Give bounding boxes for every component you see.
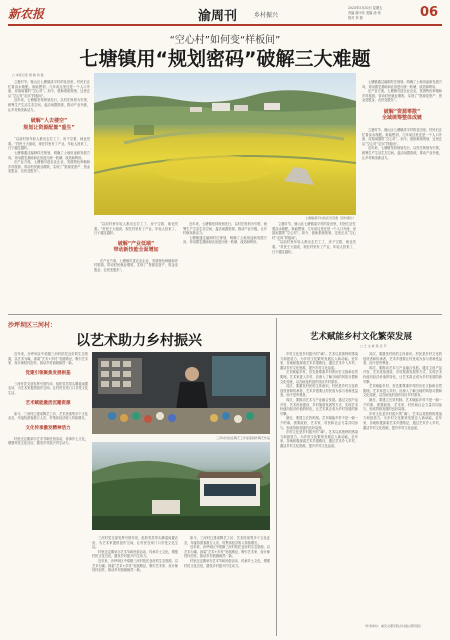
lower-left-paragraph: 村里还定期举办艺术节和民俗活动，传承乡土文化，增强村民文化自信，激发乡村振兴内生动力。 — [92, 549, 178, 559]
lead-text-bottom-3 — [272, 222, 356, 310]
lower-right-paragraph: 最后，要建立长效机制。艺术赋能乡村不是一朝一夕的事，需要政府、艺术家、村民和社会力量共同参与，形成持续发展的良好局面。 — [363, 397, 442, 412]
lead-photo-caption: 七塘镇清平村的花田景观（资料图片） — [304, 216, 356, 220]
lead-paragraph: 立夏时节，璧山区七塘镇清平村的花田里，村民们正忙着浇水施肥。谁能想到，几年前这里还是一个人口外流、房屋闲置的“空心村”。如今，借助系统规划，这里正从“空心村”走向“样板间”。 — [272, 222, 356, 240]
lead-paragraph: 立夏时节，璧山区七塘镇清平村的花田里，村民们正忙着浇水施肥。谁能想到，几年前这里还是一个人口外流、房屋闲置的“空心村”。如今，借助系统规划，这里正从“空心村”走向“样板间”。 — [362, 127, 442, 146]
date-line-1: 2025年5月30日 星期五 — [348, 6, 383, 10]
date-line-3: 校对 李 燕 — [348, 16, 363, 20]
section-subtitle: 乡村振兴 — [254, 12, 279, 19]
lead-paragraph: “以前村里年轻人都出去打工了，房子空着，地也荒着。”村民王大姐说，现在村里有了产业，年轻人回来了，日子越过越好。 — [272, 240, 356, 254]
lead-paragraph: 七塘镇通过编制村庄规划，明确了土地用途和发展方向，对闲置宅基地和农房进行统一收储、改造和利用。 — [183, 235, 267, 245]
lower-left-subhead-1: 党建引领聚焦发展根基 — [25, 370, 71, 376]
lead-paragraph: “以前村里年轻人都出去打工了，房子空着，地也荒着。”村民王大姐说，现在村里有了产业，年轻人回来了，日子越过越好。 — [94, 222, 178, 236]
lower-left-paragraph: 三河村党支部发挥引领作用，组织党员带头腾退闲置农房，为艺术家提供创作空间，让村民在家门口享受文化生活。 — [92, 536, 178, 550]
lower-left-paragraph: 近年来，沙坪坝区中梁镇三河村依托良好的生态资源，以艺术为媒，探索“艺术+乡村”发展路径，吸引艺术家、设计师驻村创作，推动乡村面貌焕然一新。 — [92, 558, 178, 573]
lower-right-paragraph: 再次，要推动艺术与产业融合发展。通过文创产品开发、艺术民宿建设、乡村旅游发展等方式，实现艺术价值向经济价值的转化，让艺术真正成为乡村发展的新引擎。 — [280, 397, 358, 416]
lower-left-paragraph: 村里还定期举办艺术节和民俗活动，传承乡土文化，增强村民文化自信，激发乡村振兴内生动力。 — [8, 436, 88, 446]
lower-left-photo-village — [92, 442, 270, 530]
lower-right-paragraph: 乡村文化是乡村振兴的“魂”。艺术以其独特的感染力和创造力，为乡村文化繁荣发展注入新动能。近年来，各地积极探索艺术乡建路径，通过艺术介入乡村，激活乡村文化资源，提升乡村文化品质。 — [280, 352, 358, 370]
lower-right-text-col-1 — [280, 352, 358, 634]
section-divider — [8, 314, 442, 315]
lower-right-paragraph: 再次，要推动艺术与产业融合发展。通过文创产品开发、艺术民宿建设、乡村旅游发展等方式，实现艺术价值向经济价值的转化，让艺术真正成为乡村发展的新引擎。 — [363, 365, 442, 384]
lead-paragraph: 七塘镇通过编制村庄规划，明确了土地用途和发展方向，对闲置宅基地和农房进行统一收储、改造和利用。 — [8, 150, 90, 160]
farmland-illustration — [94, 73, 356, 215]
lead-paragraph: 近年来，七塘镇坚持规划先行，以村庄规划为引领，统筹生产生活生态空间，盘活闲置资源，推动产业升级，让乡村焕发新活力。 — [183, 222, 267, 236]
lead-paragraph: 在产业方面，七塘镇引进农业企业，发展特色种植和乡村旅游，带动村民就业增收，实现了“资源变资产、资金变股金、农民变股东”。 — [94, 258, 178, 272]
column-divider — [276, 318, 277, 636]
lower-right-paragraph: 艺术赋能乡村，首先要尊重乡村的历史文脉和自然肌理。艺术家进入乡村，应深入了解当地的风俗习惯和文化传统，以在地化的创作回应乡村需求。 — [280, 370, 358, 384]
lead-photo-flower-field — [94, 73, 356, 215]
lower-right-paragraph: 其次，要激发村民的主体意识。村民是乡村文化的创造者和传承者，艺术乡建要让村民成为参与者和受益者，而不是旁观者。 — [280, 384, 358, 398]
lead-paragraph: 在产业方面，七塘镇引进农业企业，发展特色种植和乡村旅游，带动村民就业增收，实现了“资源变资产、资金变股金、农民变股东”。 — [8, 160, 90, 174]
lead-text-left — [8, 80, 90, 310]
lower-left-text-under-photo-1 — [92, 536, 178, 634]
lower-left-tag: 沙坪坝区三河村： — [8, 322, 57, 329]
lower-left-paragraph: 村里还定期举办艺术节和民俗活动，传承乡土文化，增强村民文化自信，激发乡村振兴内生动力。 — [184, 558, 270, 568]
lead-text-bottom-2 — [183, 222, 267, 310]
lead-headline: 七塘镇用“规划密码”破解三大难题 — [79, 48, 371, 70]
lower-left-subhead-2: 艺术赋能激活沉睡资源 — [25, 400, 71, 406]
lower-left-text-under-photo-2 — [184, 536, 270, 634]
lower-right-paragraph: 乡村文化是乡村振兴的“魂”。艺术以其独特的感染力和创造力，为乡村文化繁荣发展注入新动能。近年来，各地积极探索艺术乡建路径，通过艺术介入乡村，激活乡村文化资源，提升乡村文化品质。 — [280, 430, 358, 448]
lower-right-paragraph: 最后，要建立长效机制。艺术赋能乡村不是一朝一夕的事，需要政府、艺术家、村民和社会力量共同参与，形成持续发展的良好局面。 — [280, 416, 358, 430]
lower-left-subhead-3: 文化传承激发精神活力 — [25, 425, 71, 431]
lower-left-headline: 以艺术助力乡村振兴 — [76, 333, 202, 349]
lead-subhead-1: 破解“人去楼空” 规划让资源配置“重生” — [23, 118, 75, 131]
lower-right-paragraph: 其次，要激发村民的主体意识。村民是乡村文化的创造者和传承者，艺术乡建要让村民成为参与者和受益者，而不是旁观者。 — [363, 352, 442, 366]
masthead-rule — [8, 24, 442, 26]
lower-right-text-col-2 — [363, 352, 442, 622]
lower-right-paragraph: 艺术赋能乡村，首先要尊重乡村的历史文脉和自然肌理。艺术家进入乡村，应深入了解当地的风俗习惯和文化传统，以在地化的创作回应乡村需求。 — [363, 384, 442, 398]
lower-left-paragraph: 如今，三河村已建成陶艺工坊、艺术民宿等多个文化业态，年接待游客数万人次，村集体经济收入持续增长。 — [184, 536, 270, 545]
lower-right-byline: □ 王 文 彬 易 克 平 — [360, 344, 387, 348]
lower-left-paragraph: 如今，三河村已建成陶艺工坊、艺术民宿等多个文化业态，年接待游客数万人次，村集体经济收入持续增长。 — [8, 411, 88, 421]
village-building-illustration — [92, 442, 270, 530]
lower-right-footer: （作者单位：重庆文理学院乡村振兴研究院） — [363, 624, 424, 628]
lead-paragraph: 近年来，七塘镇坚持规划先行，以村庄规划为引领，统筹生产生活生态空间，盘活闲置资源，推动产业升级，让乡村焕发新活力。 — [362, 146, 442, 160]
lead-byline: □ 本报记者 胡 敏 刘 春 — [12, 73, 44, 77]
masthead — [8, 5, 442, 23]
lead-paragraph: “以前村里年轻人都出去打工了，房子空着，地也荒着。”村民王大姐说，现在村里有了产业，年轻人回来了，日子越过越好。 — [8, 137, 90, 151]
lead-kicker: “空心村”如何变“样板间” — [169, 35, 281, 46]
lower-left-photo-pottery — [92, 352, 270, 434]
date-line-2: 责编 谢小东 美编 汤 荣 — [348, 11, 381, 15]
lead-paragraph: 立夏时节，璧山区七塘镇清平村的花田里，村民们正忙着浇水施肥。谁能想到，几年前这里还是一个人口外流、房屋闲置的“空心村”。如今，借助系统规划，这里正从“空心村”走向“样板间”。 — [8, 80, 90, 98]
section-title: 渝周刊 — [198, 9, 238, 24]
lead-text-bottom-1 — [94, 222, 178, 310]
pottery-studio-illustration — [92, 352, 270, 434]
newspaper-logo: 新农报 — [8, 7, 45, 21]
lower-left-text-col — [8, 352, 88, 634]
lead-paragraph: 七塘镇通过编制村庄规划，明确了土地用途和发展方向，对闲置宅基地和农房进行统一收储、改造和利用。 — [362, 80, 442, 89]
lead-subhead-2: 破解“产业低端” 带动新技能全面增加 — [113, 240, 159, 254]
page-number: 06 — [420, 5, 439, 20]
lower-left-photo-caption: 三河村村民在陶艺工作室里制作陶艺作品 — [215, 436, 270, 440]
lead-subhead-3: 破解“资源零散” 全域统筹整体成链 — [381, 108, 422, 122]
lead-text-right — [362, 80, 442, 310]
lead-paragraph: 近年来，七塘镇坚持规划先行，以村庄规划为引领，统筹生产生活生态空间，盘活闲置资源，推动产业升级，让乡村焕发新活力。 — [8, 98, 90, 112]
lower-left-paragraph: 近年来，沙坪坝区中梁镇三河村依托良好的生态资源，以艺术为媒，探索“艺术+乡村”发展路径，吸引艺术家、设计师驻村创作，推动乡村面貌焕然一新。 — [184, 545, 270, 559]
lead-paragraph: 在产业方面，七塘镇引进农业企业，发展特色种植和乡村旅游，带动村民就业增收，实现了“资源变资产、资金变股金、农民变股东”。 — [362, 89, 442, 103]
lower-left-paragraph: 三河村党支部发挥引领作用，组织党员带头腾退闲置农房，为艺术家提供创作空间，让村民在家门口享受文化生活。 — [8, 381, 88, 395]
lower-right-paragraph: 乡村文化是乡村振兴的“魂”。艺术以其独特的感染力和创造力，为乡村文化繁荣发展注入新动能。近年来，各地积极探索艺术乡建路径，通过艺术介入乡村，激活乡村文化资源，提升乡村文化品质。 — [363, 411, 442, 430]
lower-left-paragraph: 近年来，沙坪坝区中梁镇三河村依托良好的生态资源，以艺术为媒，探索“艺术+乡村”发展路径，吸引艺术家、设计师驻村创作，推动乡村面貌焕然一新。 — [8, 352, 88, 366]
lower-right-headline: 艺术赋能乡村文化繁荣发展 — [309, 332, 412, 342]
